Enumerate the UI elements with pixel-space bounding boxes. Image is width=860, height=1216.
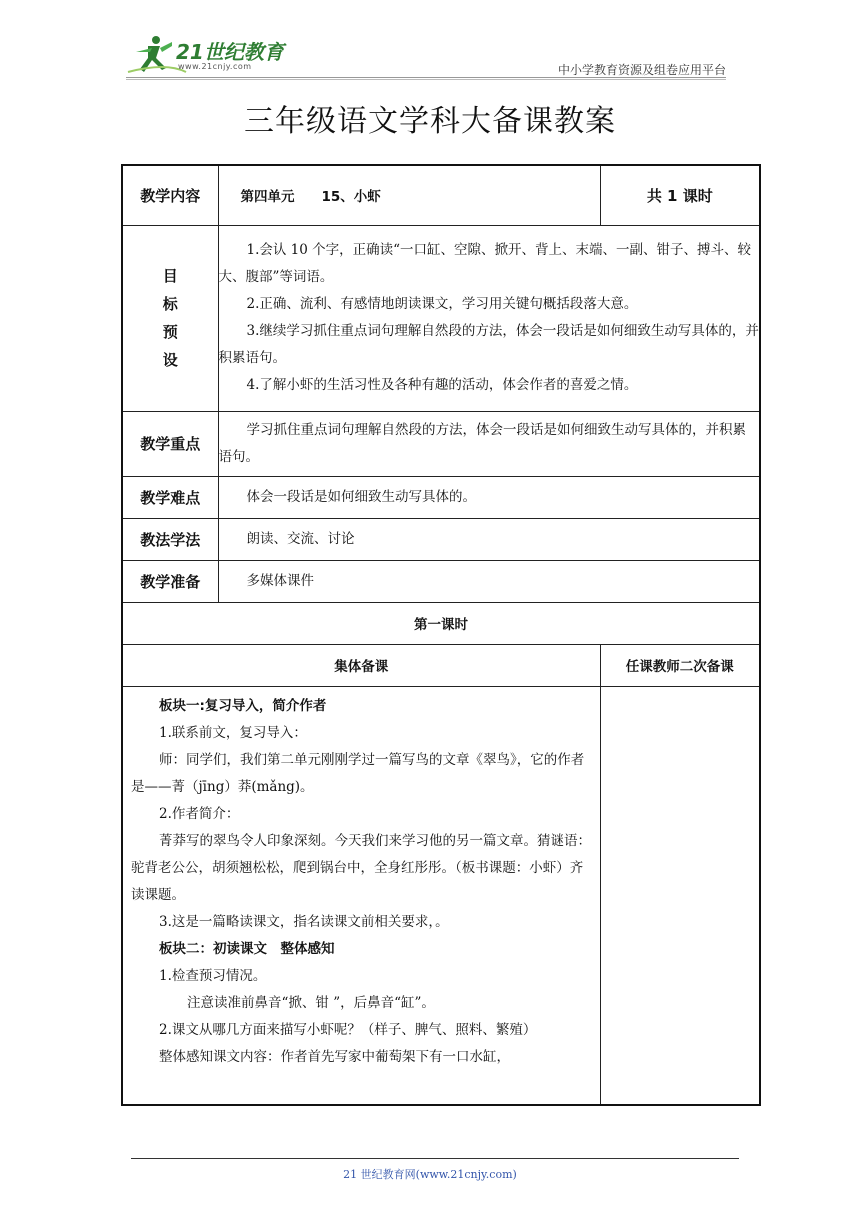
- content-label: 教学内容: [122, 165, 218, 225]
- teacher-header: 任课教师二次备课: [600, 644, 760, 686]
- row-difficulty: [122, 476, 760, 518]
- lesson-line: 2.作者简介：: [159, 805, 240, 822]
- row-lesson-body: [122, 686, 760, 1105]
- key-value: 学习抓住重点词句理解自然段的方法，体会一段话是如何细致生动写具体的，并积累语句。: [218, 421, 746, 465]
- teacher-notes: [600, 686, 760, 1105]
- lesson-line: 2.课文从哪几方面来描写小虾呢？（样子、脾气、照料、繁殖）: [159, 1021, 537, 1038]
- prep-label: 教学准备: [122, 560, 218, 602]
- lesson-line: 注意读准前鼻音“掀、钳 ”，后鼻音“缸”。: [187, 994, 435, 1011]
- logo-url: www.21cnjy.com: [178, 62, 252, 71]
- row-columns: [122, 644, 760, 686]
- block-title: 板块二：初读课文 整体感知: [159, 940, 335, 957]
- page-title: 三年级语文学科大备课教案: [244, 104, 616, 139]
- row-lesson: [122, 602, 760, 644]
- row-prep: [122, 560, 760, 602]
- header-divider: [126, 77, 726, 78]
- header-divider-2: [126, 79, 726, 80]
- lesson-line: 整体感知课文内容：作者首先写家中葡萄架下有一口水缸，: [159, 1048, 510, 1065]
- goal-item: 2.正确、流利、有感情地朗读课文，学习用关键句概括段落大意。: [246, 296, 638, 312]
- lesson-label: 第一课时: [122, 602, 760, 644]
- page-header: [126, 32, 726, 80]
- lesson-plan-table: [121, 164, 761, 1106]
- difficulty-label: 教学难点: [122, 476, 218, 518]
- goals-label: 目 标 预 设: [122, 225, 218, 411]
- content-value: 第四单元 15、小虾: [218, 165, 600, 225]
- collective-header: 集体备课: [122, 644, 600, 686]
- prep-value: 多媒体课件: [246, 572, 314, 589]
- lesson-line: 菁莽写的翠鸟令人印象深刻。今天我们来学习他的另一篇文章。猜谜语：驼背老公公，胡须翘松松，爬到锅台中，全身红彤彤。（板书课题：小虾）齐读课题。: [131, 832, 591, 903]
- lesson-line: 3.这是一篇略读课文，指名读课文前相关要求，。: [159, 913, 449, 930]
- row-content: [122, 165, 760, 225]
- method-label: 教法学法: [122, 518, 218, 560]
- row-key: [122, 411, 760, 476]
- difficulty-value: 体会一段话是如何细致生动写具体的。: [246, 488, 476, 505]
- lesson-line: 1.联系前文，复习导入：: [159, 724, 307, 741]
- method-value: 朗读、交流、讨论: [246, 530, 355, 547]
- goal-item: 4.了解小虾的生活习性及各种有趣的活动，体会作者的喜爱之情。: [246, 377, 638, 393]
- goal-item: 1.会认 10 个字，正确读“一口缸、空隙、掀开、背上、末端、一副、钳子、搏斗、较大、腹部”等词语。: [218, 242, 752, 285]
- row-method: [122, 518, 760, 560]
- row-goals: [122, 225, 760, 411]
- block-title: 板块一:复习导入，简介作者: [159, 697, 327, 714]
- footer-text: 21 世纪教育网(www.21cnjy.com): [343, 1168, 517, 1181]
- period-value: 共 1 课时: [600, 165, 760, 225]
- platform-name: 中小学教育资源及组卷应用平台: [557, 63, 726, 77]
- footer-divider: [131, 1158, 739, 1159]
- key-label: 教学重点: [122, 411, 218, 476]
- goals-content: [218, 225, 760, 411]
- lesson-line: 1.检查预习情况。: [159, 967, 267, 984]
- logo-text: 21世纪教育: [176, 40, 284, 64]
- lesson-line: 师：同学们，我们第二单元刚刚学过一篇写鸟的文章《翠鸟》，它的作者是——菁（jīng）莽(mǎng)。: [131, 751, 585, 795]
- goal-item: 3.继续学习抓住重点词句理解自然段的方法，体会一段话是如何细致生动写具体的，并积累语句。: [218, 323, 759, 366]
- collective-content: [122, 686, 600, 1105]
